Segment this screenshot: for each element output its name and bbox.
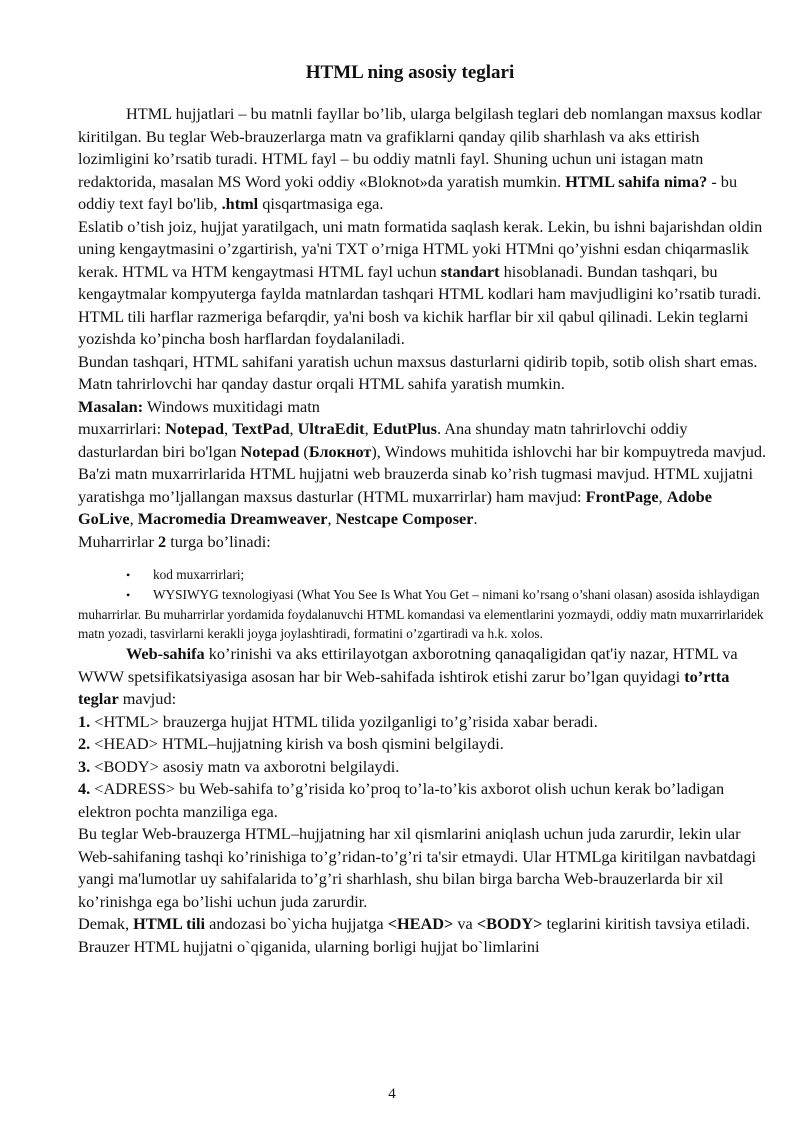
bold-text: 2 [158,531,167,551]
tag-item [78,711,768,734]
list-item [78,585,768,643]
text: ), Windows muhitida ishlovchi har bir kompuytreda mavjud. [371,441,767,461]
bold-text: HTML sahifa nima? [565,171,708,191]
tag-item [78,756,768,779]
text: mavjud: [118,689,177,708]
paragraph-tags-purpose: Bu teglar Web-brauzerga HTML–hujjatning har xil qismlarini aniqlash uchun juda zarurdir, lekin ular Web-sahifaning tashqi ko’rinishiga to’g’ridan-to’g’ri ta'sir etmaydi. Ular HTMLga kiritilgan navbatdagi yangi ma'lumotlar uy sahifalarida to’g’ri sharhlash, shu bilan birga barcha Web-brauzerlarda bir xil ko’rinishga ega bo’lishi uchun juda zarurdir. [78,824,757,911]
list-item-text: kod muxarrirlari; [153,567,245,582]
text: andozasi bo`yicha hujjatga [205,914,388,933]
text: qisqartmasiga ega. [258,194,384,213]
document-body [78,103,768,958]
separator: , [658,486,667,506]
bold-text: FrontPage [585,486,659,506]
text: . Ana shunday matn tahrirlovchi oddiy dasturlardan biri bo'lgan [78,419,688,461]
tag-text: <ADRESS> bu Web-sahifa to’g’risida ko’proq to’la-to’kis axborot olish uchun kerak bo’ladigan elektron pochta manziliga ega. [78,779,725,821]
text: ( [299,441,309,461]
page-number: 4 [388,1086,396,1102]
bullet-icon: • [126,588,131,602]
paragraph-intro [78,103,768,216]
bold-text: Notepad [165,419,225,438]
bold-text: TextPad [232,419,290,438]
text: va [453,914,477,933]
bold-text: Macromedia Dreamweaver [137,509,328,528]
tag-item [78,733,768,756]
bold-text: HTML tili [133,914,206,933]
bold-text: <HEAD> [387,914,454,933]
paragraph-conclusion [78,913,768,958]
bold-text: Masalan: [78,396,144,416]
tag-number: 2. [78,734,91,753]
text: . [473,509,478,528]
text: turga bo’linadi: [166,531,271,551]
text: Ba'zi matn muxarrirlarida HTML hujjatni web brauzerda sinab ko’rish tugmasi mavjud. HTML xujjatni yaratishga mo’ljallangan maxsus dasturlar (HTML muxarrirlar) ham mavjud: [78,464,753,506]
text: Eslatib o’tish joiz, hujjat yaratilgach, uni matn formatida saqlash kerak. Lekin, bu ishni bajarishdan oldin uning kengaytmasini o’zgartirish, ya'ni TXT o’rniga HTML yoki HTMni qo’yishni esdan chiqarmaslik kerak. HTML va HTM kengaytmasi HTML fayl uchun [78,216,763,281]
page-title: HTML ning asosiy teglari [305,62,515,83]
text: muxarrirlari: [78,419,166,438]
bold-text: EdutPlus [372,419,437,438]
bold-text: UltraEdit [297,419,365,438]
tag-text: <HTML> brauzerga hujjat HTML tilida yozilganligi to’g’risida xabar beradi. [90,711,598,731]
text: HTML hujjatlari – bu matnli fayllar bo’lib, ularga belgilash teglari deb nomlangan maxsus kodlar kiritilgan. Bu teglar Web-brauzerlarga matn va grafiklarni qanday qilib sharhlash va aks ettirish lozimligini ko’rsatib turadi. HTML fayl – bu oddiy matnli fayl. Shuning uchun uni istagan matn redaktorida, masalan MS Word yoki oddiy «Bloknot»da yaratish mumkin. [78,104,762,191]
bold-text: Adobe GoLive [78,486,712,528]
bold-text: standart [440,261,500,281]
text: hisoblanadi. Bundan tashqari, bu kengaytmalar kompyuterga faylda matnlardan tashqari HTML kodlari ham mavjudligini ko’rsatib turadi. HTML tili harflar razmeriga befarqdir, ya'ni bosh va kichik harflar bir xil qabul qilinadi. Lekin teglarni yozishda ko’pincha bosh harflardan foydalaniladi. [78,261,762,348]
separator: , [129,509,138,528]
bold-text: <BODY> [476,914,543,933]
bold-text: .html [221,194,259,213]
tag-number: 4. [78,779,91,798]
paragraph-html-editors [78,463,768,531]
bullet-icon: • [126,568,131,582]
text: Demak, [78,914,134,933]
bold-text: Notepad [240,441,300,461]
bold-text: Блокнот [308,441,372,461]
text: - bu oddiy text fayl bo'lib, [78,171,738,213]
tag-item [78,778,768,823]
paragraph-four-tags [78,643,768,711]
paragraph-editor-types [78,531,768,554]
tag-number: 3. [78,756,91,776]
text: ko’rinishi va aks ettirilayotgan axborotning qanaqaligidan qat'iy nazar, HTML va WWW spetsifikatsiyasiga asosan har bir Web-sahifada ishtirok etishi zarur bo’lgan quyidagi [78,644,738,686]
separator: , [327,509,336,528]
paragraph-extension [78,216,768,351]
separator: , [289,419,298,438]
text: Windows muxitidagi matn [143,396,320,416]
tag-text: <HEAD> HTML–hujjatning kirish va bosh qismini belgilaydi. [90,734,504,753]
paragraph-example [78,396,768,464]
list-item-text: WYSIWYG texnologiyasi (What You See Is What You Get – nimani ko’rsang o’shani olasan) asosida ishlaydigan muharrirlar. Bu muharrirlar yordamida foydalanuvchi HTML komandasi va elementlarini yozmaydi, oddiy matn muxarrirlaridek matn yozadi, tasvirlarni kerakli joyga joylashtiradi, formatini o’zgartiradi va h.k. xolos. [78,587,764,641]
bold-text: to’rtta teglar [78,666,730,708]
separator: , [364,419,373,438]
text: Muharrirlar [78,531,159,551]
list-item [78,565,768,585]
text: teglarini kiritish tavsiya etiladi. Brauzer HTML hujjatni o`qiganida, ularning borligi hujjat bo`limlarini [78,914,751,956]
separator: , [224,419,233,438]
bold-text: Web-sahifa [126,644,205,663]
bold-text: Nestcape Composer [335,509,474,528]
paragraph-editors: Bundan tashqari, HTML sahifani yaratish uchun maxsus dasturlarni qidirib topib, sotib olish shart emas. Matn tahrirlovchi har qanday dastur orqali HTML sahifa yaratish mumkin. [78,351,758,393]
tag-number: 1. [78,711,91,731]
editor-types-list [78,565,768,643]
tag-text: <BODY> asosiy matn va axborotni belgilaydi. [90,756,400,776]
